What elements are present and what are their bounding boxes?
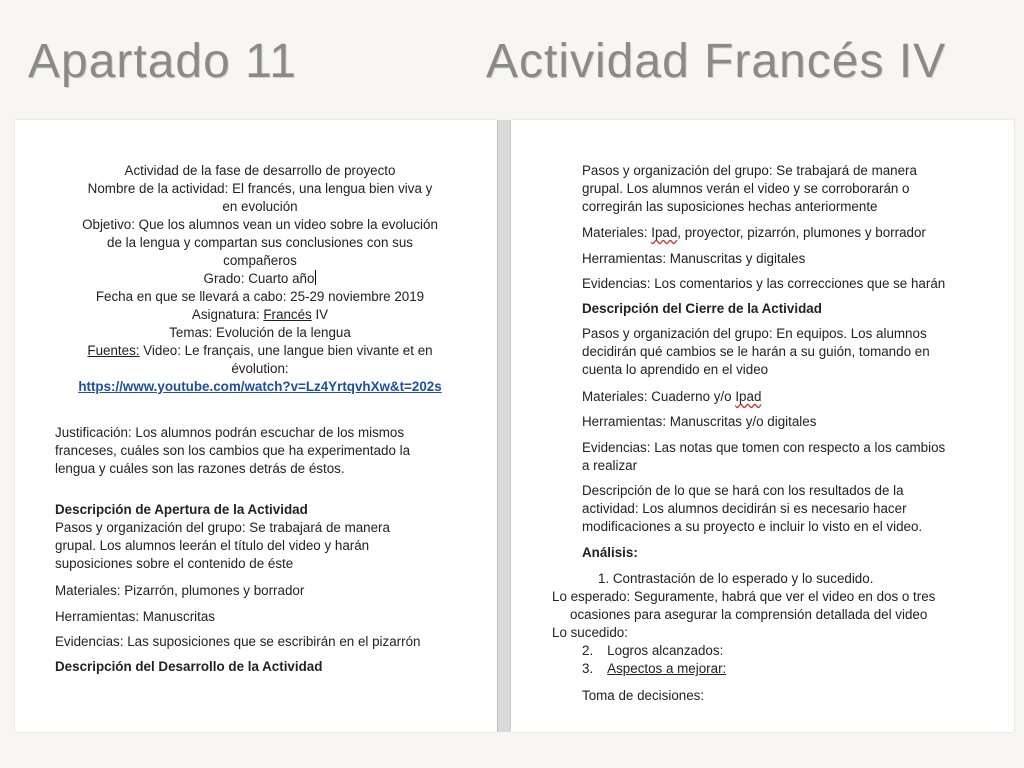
apertura-line: grupal. Los alumnos leerán el título del video y harán [55,538,370,553]
fuentes-line [50,342,470,360]
fuentes-label: Fuentes: [87,343,140,358]
materiales2-prefix: Materiales: Cuaderno y/o [582,389,736,404]
materiales-label: Materiales: [582,225,652,240]
justificacion-line: Justificación: Los alumnos podrán escuchar de los mismos [55,425,405,440]
resultados-line: actividad: Los alumnos decidirán si es necesario hacer [582,501,907,516]
toma-decisiones-line: Toma de decisiones: [582,688,705,703]
materiales-line: Materiales: Pizarrón, plumones y borrador [55,583,305,598]
esperado-line-2: ocasiones para asegurar la comprensión detallada del video [570,607,928,622]
herramientas2-line: Herramientas: Manuscritas y/o digitales [582,414,817,429]
video-link[interactable]: https://www.youtube.com/watch?v=Lz4YrtqvhXw&t=202s [78,379,442,394]
pasos-line: corregirán las suposiciones hechas anteriormente [582,199,878,214]
temas-line: Temas: Evolución de la lengua [169,325,351,340]
pasos-line: Pasos y organización del grupo: Se trabajará de manera [582,163,917,178]
cierre-line: Pasos y organización del grupo: En equipos. Los alumnos [582,326,927,341]
pasos-block [582,162,1002,216]
analisis-item-1: 1. Contrastación de lo esperado y lo sucedido. [598,571,874,586]
ipad-word: Ipad [651,225,678,240]
sucedido-line: Lo sucedido: [552,625,628,640]
resultados-block [582,482,1002,536]
apertura-block [55,501,475,573]
item-number: 3. [582,661,594,676]
analisis-heading: Análisis: [582,545,638,560]
text-cursor [315,270,316,285]
ipad-word-2: Ipad [735,389,762,404]
resultados-line: modificaciones a su proyecto e incluir lo visto en el video. [582,519,923,534]
item-text: Aspectos a mejorar: [607,661,727,676]
analisis-item-2 [582,642,723,660]
pasos-line: grupal. Los alumnos verán el video y se corroborarán o [582,181,910,196]
header-line: Fecha en que se llevará a cabo: 25-29 noviembre 2019 [95,289,425,304]
evidencias2-line: a realizar [582,458,638,473]
herramientas-line: Herramientas: Manuscritas [55,609,215,624]
esperado-line: Lo esperado: Seguramente, habrá que ver el video en dos o tres [552,589,936,604]
asignatura-line [50,306,470,324]
justificacion-line: lengua y cuáles son las razones detrás de éstos. [55,461,345,476]
evidencias2-line: Evidencias: Las notas que tomen con respecto a los cambios [582,440,946,455]
header-line: Nombre de la actividad: El francés, una lengua bien viva y [87,181,433,196]
item-text: Logros alcanzados: [607,643,724,658]
materiales-rest: , proyector, pizarrón, plumones y borrador [677,225,926,240]
cierre-line: decidirán qué cambios se le harán a su guión, tomando en [582,344,930,359]
evidencias-line: Evidencias: Las suposiciones que se escribirán en el pizarrón [55,634,421,649]
asignatura-value: Francés [263,307,312,322]
apertura-heading: Descripción de Apertura de la Actividad [55,502,308,517]
apertura-line: Pasos y organización del grupo: Se trabajará de manera [55,520,390,535]
asignatura-label: Asignatura: [191,307,264,322]
grado-line [50,270,470,288]
header-line: compañeros [223,253,297,268]
asignatura-suffix: IV [311,307,329,322]
cierre-line: cuenta lo aprendido en el video [582,362,769,377]
fuentes-text: Video: Le français, une langue bien vivante et en [139,343,433,358]
materiales2-line [582,388,761,406]
header-line: Actividad de la fase de desarrollo de proyecto [124,163,396,178]
slide-title-left: Apartado 11 [28,35,297,88]
slide-title-right: Actividad Francés IV [486,35,947,88]
activity-header [50,162,470,396]
justificacion-block [55,424,475,478]
grado-text: Grado: Cuarto año [203,271,315,286]
materiales-line [582,224,926,242]
document-page-right[interactable] [511,120,1014,732]
header-line: de la lengua y compartan sus conclusiones con sus [107,235,413,250]
analisis-item-3 [582,660,726,678]
cierre-block [582,325,1002,379]
desarrollo-heading: Descripción del Desarrollo de la Actividad [55,659,323,674]
fuentes-line-2: évolution: [231,361,289,376]
resultados-line: Descripción de lo que se hará con los resultados de la [582,483,904,498]
header-line: en evolución [222,199,298,214]
cierre-heading: Descripción del Cierre de la Actividad [582,301,822,316]
justificacion-line: franceses, cuáles son los cambios que ha experimentado la [55,443,411,458]
document-page-left[interactable] [15,120,497,732]
evidencias-line: Evidencias: Los comentarios y las correcciones que se harán [582,276,946,291]
header-line: Objetivo: Que los alumnos vean un video sobre la evolución [82,217,438,232]
evidencias2-block [582,439,1002,475]
herramientas-line: Herramientas: Manuscritas y digitales [582,251,806,266]
apertura-line: suposiciones sobre el contenido de éste [55,556,294,571]
item-number: 2. [582,643,594,658]
